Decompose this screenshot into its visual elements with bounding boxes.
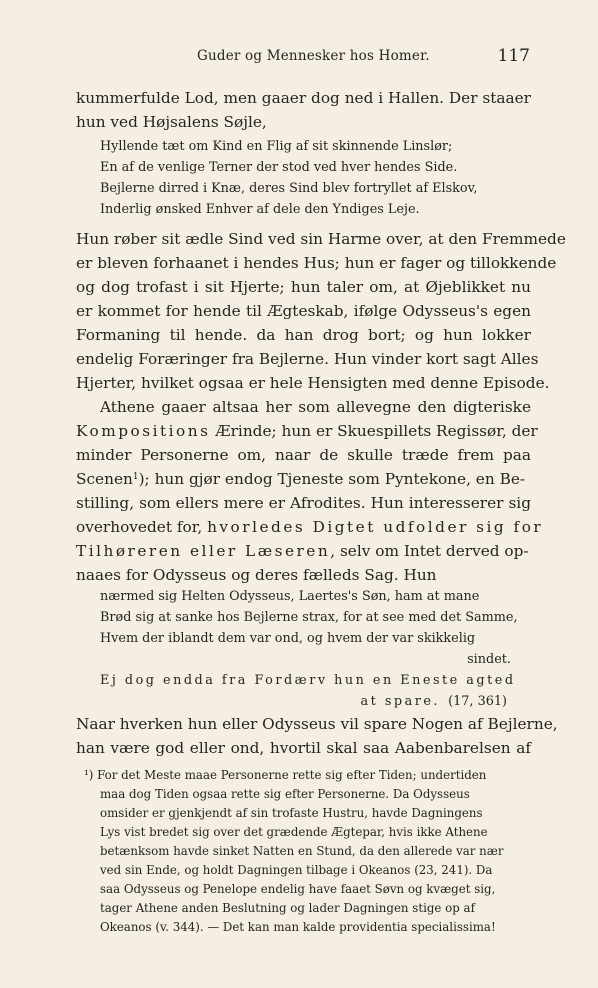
text-line: overhovedet for, hvorledes Digtet udfolder sig for: [76, 518, 544, 536]
text-line: Athene gaaer altsaa her som allevegne den digteriske: [100, 398, 531, 416]
verse-line: Inderlig ønsked Enhver af dele den Yndiges Leje.: [100, 202, 420, 217]
text-line: Formaning til hende. da han drog bort; og hun lokker: [76, 326, 531, 344]
footnote: [76, 766, 531, 937]
paragraph-4: [76, 712, 558, 760]
footnote-line: Okeanos (v. 344). — Det kan man kalde providentia specialissima!: [100, 920, 496, 934]
page-number: 117: [497, 46, 530, 66]
paragraph-2: [76, 227, 566, 395]
text-line: Tilhøreren eller Læseren, selv om Intet derved op-: [76, 542, 529, 560]
text-line: Hun røber sit ædle Sind ved sin Harme over, at den Fremmede: [76, 230, 566, 248]
verse-line: Bejlerne dirred i Knæ, deres Sind blev fortryllet af Elskov,: [100, 181, 478, 196]
text-line: Naar hverken hun eller Odysseus vil spare Nogen af Bejlerne,: [76, 715, 558, 733]
running-head-title: Guder og Mennesker hos Homer.: [197, 48, 430, 64]
verse-line: Hyllende tæt om Kind en Flig af sit skinnende Linslør;: [100, 139, 453, 154]
text-line: Hjerter, hvilket ogsaa er hele Hensigten med denne Episode.: [76, 374, 550, 392]
footnote-marker: 1: [132, 472, 139, 482]
text-line: Scenen$^1$); hun gjør endog Tjeneste som Pyntekone, en Be-: [76, 470, 526, 488]
verse-line: at spare. (17, 361): [360, 694, 507, 709]
running-head: [75, 46, 530, 70]
spaced-text: Kompositions: [76, 422, 211, 440]
footnote-line: ved sin Ende, og holdt Dagningen tilbage i Okeanos (23, 241). Da: [100, 863, 493, 877]
verse-line: Ej dog endda fra Fordærv hun en Eneste agted: [100, 673, 516, 688]
text-line: endelig Foræringer fra Bejlerne. Hun vinder kort sagt Alles: [76, 350, 539, 368]
verse-line: nærmed sig Helten Odysseus, Laertes's Søn, ham at mane: [100, 589, 480, 604]
text-line: stilling, som ellers mere er Afrodites. Hun interesserer sig: [76, 494, 531, 512]
spaced-text: hvorledes Digtet udfolder sig for: [207, 518, 544, 536]
paragraph-3: [76, 395, 544, 587]
text-line: minder Personerne om, naar de skulle træde frem paa: [76, 446, 531, 464]
verse-line: En af de venlige Terner der stod ved hver hendes Side.: [100, 160, 458, 175]
text-line: han være god eller ond, hvortil skal saa Aabenbarelsen af: [76, 739, 531, 757]
paragraph-1: [76, 86, 531, 134]
verse-line: Brød sig at sanke hos Bejlerne strax, for at see med det Samme,: [100, 610, 518, 625]
text-line: kummerfulde Lod, men gaaer dog ned i Hallen. Der staaer: [76, 89, 531, 107]
spaced-text: Tilhøreren eller Læseren: [76, 542, 331, 560]
footnote-line: Lys vist bredet sig over det grædende Ægtepar, hvis ikke Athene: [100, 825, 488, 839]
text-line: hun ved Højsalens Søjle,: [76, 113, 267, 131]
footnote-line: ¹) For det Meste maae Personerne rette sig efter Tiden; undertiden: [84, 768, 487, 782]
verse-quote-2: [76, 586, 531, 712]
footnote-line: saa Odysseus og Penelope endelig have faaet Søvn og kvæget sig,: [100, 882, 496, 896]
text-line: er bleven forhaanet i hendes Hus; hun er fager og tillokkende: [76, 254, 557, 272]
text-line: er kommet for hende til Ægteskab, ifølge Odysseus's egen: [76, 302, 531, 320]
text-line: naaes for Odysseus og deres fælleds Sag. Hun: [76, 566, 437, 584]
footnote-line: maa dog Tiden ogsaa rette sig efter Personerne. Da Odysseus: [100, 787, 470, 801]
verse-quote-1: [76, 136, 531, 220]
text-line: og dog trofast i sit Hjerte; hun taler om, at Øjeblikket nu: [76, 278, 531, 296]
verse-line: sindet.: [467, 652, 511, 667]
footnote-line: omsider er gjenkjendt af sin trofaste Hustru, havde Dagningens: [100, 806, 483, 820]
footnote-line: tager Athene anden Beslutning og lader Dagningen stige op af: [100, 901, 475, 915]
verse-line: Hvem der iblandt dem var ond, og hvem der var skikkelig: [100, 631, 476, 646]
footnote-line: betænksom havde sinket Natten en Stund, da den allerede var nær: [100, 844, 504, 858]
text-line: Kompositions Ærinde; hun er Skuespillets Regissør, der: [76, 422, 538, 440]
